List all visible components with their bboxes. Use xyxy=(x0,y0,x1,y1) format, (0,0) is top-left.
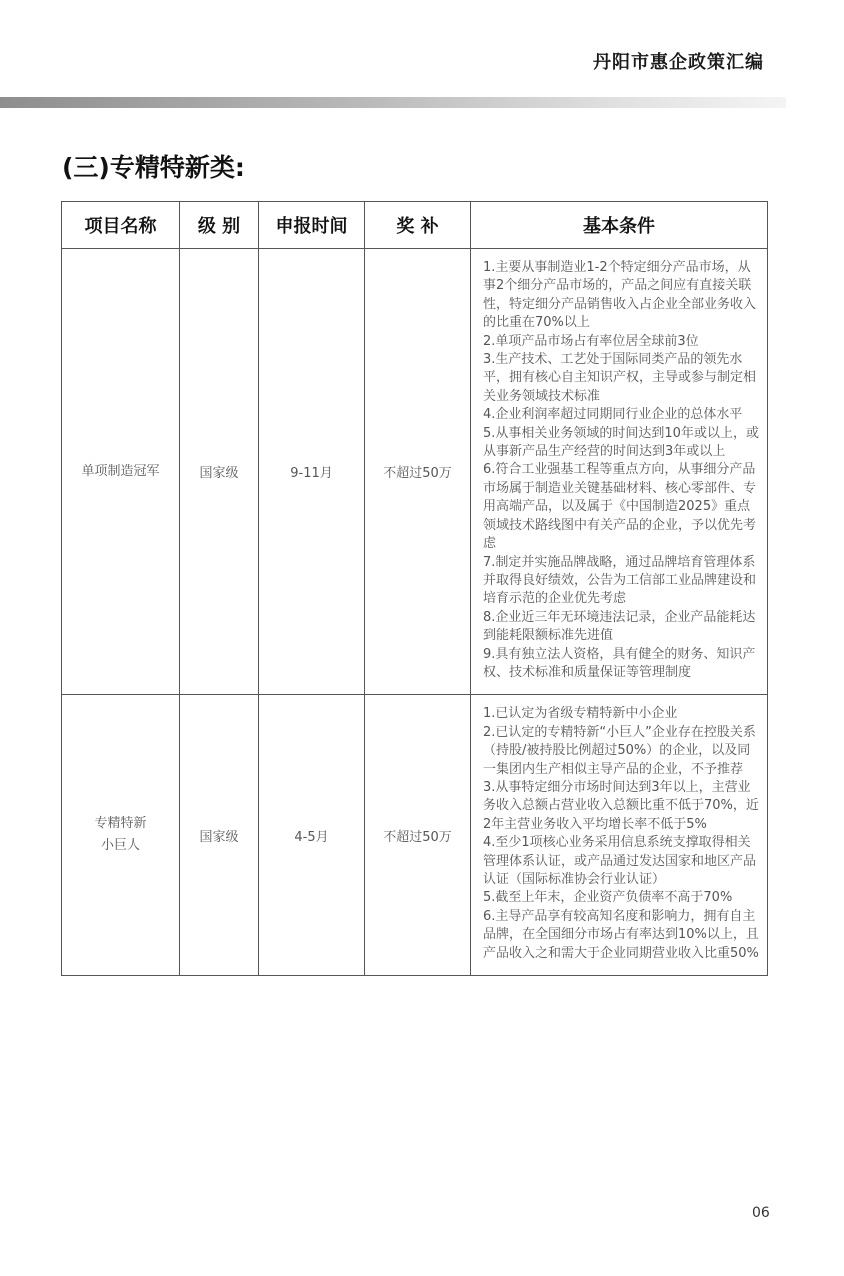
condition-item: 1.已认定为省级专精特新中小企业 xyxy=(483,706,678,722)
cell-project-name xyxy=(62,249,180,695)
header-apply-time: 申报时间 xyxy=(259,202,365,249)
project-name-line: 专精特新 xyxy=(94,816,147,832)
table-row xyxy=(62,695,768,976)
header-conditions: 基本条件 xyxy=(471,202,768,249)
cell-apply-time: 4-5月 xyxy=(259,695,365,976)
condition-item: 2.已认定的专精特新“小巨人”企业存在控股关系（持股/被持股比例超过50%）的企业，以及同一集团内生产相似主导产品的企业，不予推荐 xyxy=(483,724,756,777)
condition-item: 5.从事相关业务领域的时间达到10年或以上，或从事新产品生产经营的时间达到3年或以上 xyxy=(483,425,759,460)
table-row xyxy=(62,249,768,695)
document-header-title: 丹阳市惠企政策汇编 xyxy=(593,52,764,73)
cell-reward: 不超过50万 xyxy=(365,249,471,695)
condition-item: 5.截至上年末，企业资产负债率不高于70% xyxy=(483,890,733,906)
project-name-line: 单项制造冠军 xyxy=(81,463,160,479)
cell-level: 国家级 xyxy=(180,695,259,976)
condition-item: 9.具有独立法人资格，具有健全的财务、知识产权、技术标准和质量保证等管理制度 xyxy=(483,646,756,680)
header-project-name: 项目名称 xyxy=(62,202,180,249)
cell-level: 国家级 xyxy=(180,249,259,695)
section-title: (三)专精特新类: xyxy=(62,153,245,182)
cell-project-name xyxy=(62,695,180,976)
condition-item: 4.企业利润率超过同期同行业企业的总体水平 xyxy=(483,407,743,423)
cell-apply-time: 9-11月 xyxy=(259,249,365,695)
condition-item: 6.主导产品享有较高知名度和影响力，拥有自主品牌，在全国细分市场占有率达到10%以上，且产品收入之和需大于企业同期营业收入比重50% xyxy=(483,908,759,961)
condition-item: 1.主要从事制造业1-2个特定细分产品市场，从事2个细分产品市场的，产品之间应有直接关联性，特定细分产品销售收入占企业全部业务收入的比重在70%以上 xyxy=(483,260,757,331)
project-name-line: 小巨人 xyxy=(100,838,140,854)
condition-item: 7.制定并实施品牌战略，通过品牌培育管理体系并取得良好绩效，公告为工信部工业品牌建设和培育示范的企业优先考虑 xyxy=(483,554,757,607)
header-level: 级 别 xyxy=(180,202,259,249)
cell-conditions xyxy=(471,695,768,976)
table-header-row xyxy=(62,202,768,249)
condition-item: 3.生产技术、工艺处于国际同类产品的领先水平，拥有核心自主知识产权，主导或参与制定相关业务领域技术标准 xyxy=(483,352,757,404)
condition-item: 4.至少1项核心业务采用信息系统支撑取得相关管理体系认证，或产品通过发达国家和地区产品认证（国际标准协会行业认证） xyxy=(483,835,757,887)
cell-reward: 不超过50万 xyxy=(365,695,471,976)
cell-conditions xyxy=(471,249,768,695)
condition-item: 3.从事特定细分市场时间达到3年以上，主营业务收入总额占营业收入总额比重不低于70%，近2年主营业务收入平均增长率不低于5% xyxy=(483,779,759,832)
policy-table xyxy=(61,201,768,976)
condition-item: 8.企业近三年无环境违法记录，企业产品能耗达到能耗限额标准先进值 xyxy=(483,609,756,644)
header-reward: 奖 补 xyxy=(365,202,471,249)
condition-item: 6.符合工业强基工程等重点方向，从事细分产品市场属于制造业关键基础材料、核心零部件、专用高端产品，以及属于《中国制造2025》重点领域技术路线图中有关产品的企业，予以优先考虑 xyxy=(483,462,757,552)
page-number: 06 xyxy=(752,1205,770,1221)
header-gradient-bar xyxy=(0,97,786,108)
condition-item: 2.单项产品市场占有率位居全球前3位 xyxy=(483,333,699,349)
